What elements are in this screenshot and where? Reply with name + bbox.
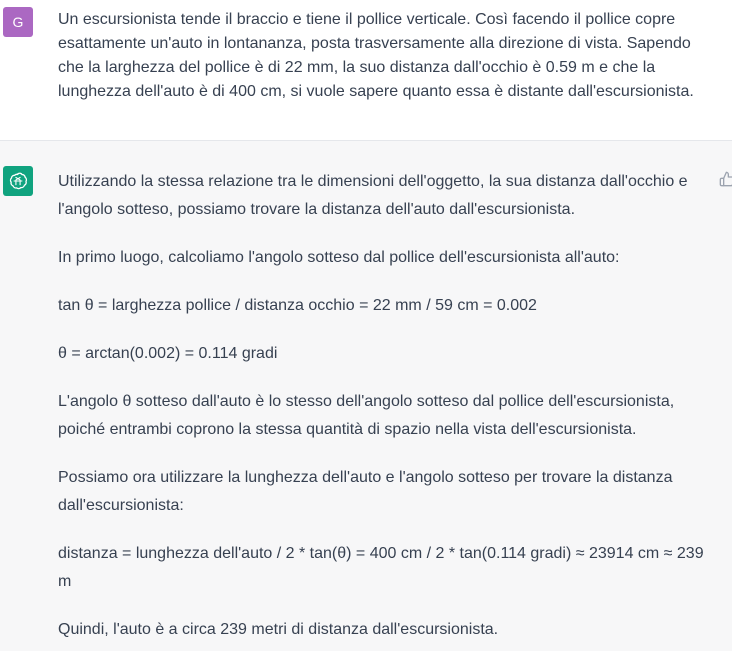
assistant-paragraph: Utilizzando la stessa relazione tra le dimensioni dell'oggetto, la sua distanza dall'occhio e l'angolo sotteso, possiamo trovare la distanza dell'auto dall'escursionista. — [58, 173, 688, 218]
user-message-text: Un escursionista tende il braccio e tiene il pollice verticale. Così facendo il pollice copre esattamente un'auto in lontananza, posta trasversamente alla direzione di vista. Sapendo che la larghezza del pollice è di 22 mm, la suo distanza dall'occhio è 0.59 m e che la lunghezza dell'auto è di 400 cm, si vuole sapere quanto essa è distante dall'escursionista. — [58, 11, 694, 100]
assistant-paragraph: Possiamo ora utilizzare la lunghezza dell'auto e l'angolo sotteso per trovare la distanza dall'escursionista: — [58, 469, 673, 514]
assistant-paragraph: distanza = lunghezza dell'auto / 2 * tan(θ) = 400 cm / 2 * tan(0.114 gradi) ≈ 23914 cm ≈ 239 m — [58, 545, 704, 590]
assistant-paragraph: L'angolo θ sotteso dall'auto è lo stesso dell'angolo sotteso dal pollice dell'escursionista, poiché entrambi coprono la stessa quantità di spazio nella vista dell'escursionista. — [58, 393, 675, 438]
assistant-paragraph: θ = arctan(0.002) = 0.114 gradi — [58, 345, 278, 362]
assistant-paragraph: In primo luogo, calcoliamo l'angolo sotteso dal pollice dell'escursionista all'auto: — [58, 249, 620, 266]
thumbs-up-icon[interactable] — [719, 171, 732, 187]
assistant-paragraph: tan θ = larghezza pollice / distanza occhio = 22 mm / 59 cm = 0.002 — [58, 297, 537, 314]
assistant-message-text — [58, 168, 718, 664]
assistant-paragraph: Quindi, l'auto è a circa 239 metri di distanza dall'escursionista. — [58, 621, 499, 638]
user-message — [0, 0, 732, 141]
openai-logo-icon — [3, 166, 33, 196]
assistant-message — [0, 141, 732, 651]
user-avatar: G — [3, 7, 33, 37]
